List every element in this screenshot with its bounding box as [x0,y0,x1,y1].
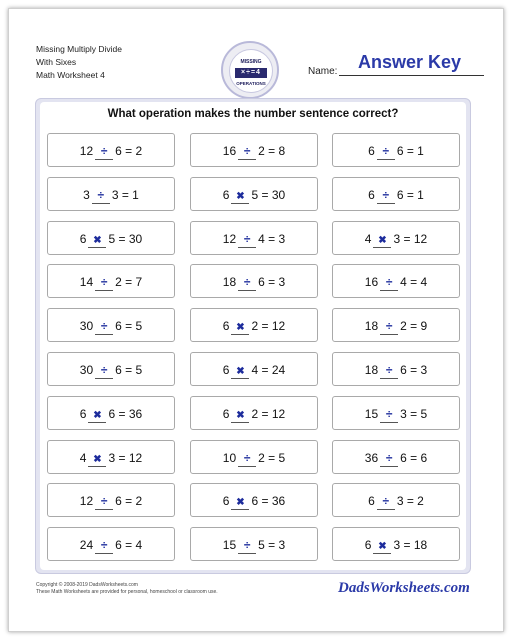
operand-b-result: 3 = 2 [396,494,424,509]
operand-a: 12 [79,144,94,158]
operand-b-result: 6 = 4 [115,538,143,553]
problem-cell [190,221,318,255]
brand-logo: DadsWorksheets.com [338,580,470,596]
answer-underline [373,247,391,248]
problem-cell [47,440,175,474]
operation-answer: ÷ [382,187,390,202]
problem-cell [190,133,318,167]
operand-a: 6 [222,319,230,334]
operation-answer: ÷ [100,494,108,509]
operand-a: 6 [79,231,87,246]
operation-blank [229,319,251,333]
operation-blank [375,188,397,202]
operand-b-result: 6 = 36 [108,406,143,421]
problem-cell [47,264,175,298]
operation-answer: ÷ [100,538,108,553]
problem-cell [332,264,460,298]
problem-cell [190,177,318,211]
answer-underline [95,378,113,379]
operand-a: 16 [364,275,379,290]
problem-cell [190,264,318,298]
operand-b-result: 6 = 5 [115,319,143,334]
number-sentence [48,494,174,508]
problem-cell [47,483,175,517]
operation-blank [236,144,258,158]
number-sentence [333,188,459,202]
answer-underline [231,422,249,423]
answer-underline [380,466,398,467]
problem-cell [332,527,460,561]
answer-underline [95,553,113,554]
problem-cell [190,352,318,386]
operation-answer: ÷ [100,275,108,290]
operand-a: 6 [222,363,230,377]
operand-b-result: 2 = 12 [251,319,286,334]
operand-b-result: 6 = 6 [400,450,428,465]
operand-a: 3 [83,187,90,202]
number-sentence [333,319,459,333]
number-sentence [333,144,459,158]
answer-underline [92,203,110,204]
answer-underline [231,203,249,204]
operand-b-result: 6 = 36 [251,494,286,509]
operation-blank [90,188,112,202]
operation-blank [229,188,251,202]
answer-key-heading: Answer Key [358,52,462,72]
number-sentence [333,363,459,377]
operation-blank [229,494,251,508]
operand-b-result: 6 = 3 [258,275,286,290]
operation-blank [229,407,251,421]
worksheet-title [36,43,122,82]
worksheet-logo [221,41,279,99]
operand-b-result: 4 = 4 [400,275,428,290]
operation-blank [93,363,115,377]
number-sentence [333,232,459,246]
number-sentence [191,275,317,289]
operation-blank [378,363,400,377]
operand-a: 24 [79,538,94,553]
operation-answer: ÷ [385,363,393,377]
answer-underline [238,159,256,160]
problem-cell [47,308,175,342]
operation-answer: ✖ [236,409,245,421]
number-sentence [48,363,174,377]
logo-top-text: MISSING [240,59,262,65]
operation-answer: ✖ [236,366,245,377]
operation-answer: ✖ [236,322,245,334]
operation-answer: ÷ [243,538,251,553]
operand-b-result: 6 = 1 [396,144,424,158]
operand-b-result: 5 = 30 [108,231,143,246]
number-sentence [191,451,317,465]
answer-underline [88,247,106,248]
operation-answer: ✖ [93,234,102,246]
number-sentence [333,407,459,421]
operation-blank [236,538,258,552]
operand-a: 6 [222,406,230,421]
problem-cell [47,221,175,255]
operand-b-result: 3 = 18 [393,538,428,553]
operation-blank [378,407,400,421]
problem-cell [190,527,318,561]
operand-a: 36 [364,450,379,465]
name-line [339,75,484,76]
operation-answer: ✖ [236,190,245,202]
answer-underline [88,422,106,423]
operation-blank [86,451,108,465]
operand-b-result: 6 = 3 [400,363,428,377]
problem-cell [332,352,460,386]
operation-answer: ÷ [382,494,390,509]
problem-cell [332,133,460,167]
operation-answer: ÷ [243,275,251,290]
operation-blank [93,538,115,552]
operand-a: 18 [364,363,379,377]
answer-underline [380,422,398,423]
operand-b-result: 2 = 5 [258,450,286,465]
operand-b-result: 4 = 24 [251,363,286,377]
answer-underline [377,203,395,204]
problem-cell [332,221,460,255]
operation-blank [229,363,251,377]
operation-answer: ÷ [97,187,105,202]
operation-answer: ÷ [100,144,108,158]
operand-a: 15 [222,538,237,553]
operation-blank [93,494,115,508]
operation-blank [236,232,258,246]
number-sentence [191,232,317,246]
operand-b-result: 6 = 2 [115,494,143,509]
operand-a: 4 [364,231,372,246]
answer-underline [377,509,395,510]
operand-b-result: 6 = 2 [115,144,143,158]
answer-underline [95,159,113,160]
problem-cell [47,133,175,167]
number-sentence [48,188,174,202]
operand-a: 14 [79,275,94,290]
operation-answer: ÷ [243,450,251,465]
operand-a: 6 [368,187,375,202]
copyright-text: Copyright © 2008-2019 DadsWorksheets.com [36,582,138,588]
operation-answer: ÷ [100,319,108,334]
title-line-1: Missing Multiply Divide [36,44,122,54]
logo-bottom-text: OPERATIONS [236,81,266,86]
instructions: What operation makes the number sentence correct? [107,108,399,120]
answer-underline [95,334,113,335]
operand-b-result: 5 = 30 [251,187,286,202]
operand-b-result: 2 = 9 [400,319,428,334]
operation-blank [371,232,393,246]
number-sentence [48,144,174,158]
operand-b-result: 6 = 5 [115,363,143,377]
answer-underline [380,290,398,291]
operand-a: 6 [222,494,230,509]
problem-cell [47,527,175,561]
operand-a: 6 [368,494,375,509]
number-sentence [191,319,317,333]
number-sentence [191,363,317,377]
operand-b-result: 6 = 1 [396,187,424,202]
answer-underline [231,334,249,335]
number-sentence [191,538,317,552]
operation-blank [378,319,400,333]
title-line-2: With Sixes [36,57,77,67]
logo-middle-text: ×÷=4 [235,68,267,78]
operation-blank [86,232,108,246]
problem-cell [332,396,460,430]
operation-answer: ÷ [243,144,251,158]
operation-answer: ÷ [385,406,393,421]
name-label: Name: [308,66,338,77]
operation-blank [371,538,393,552]
answer-underline [238,466,256,467]
operand-b-result: 2 = 7 [115,275,143,290]
operation-answer: ✖ [236,497,245,509]
operation-blank [378,275,400,289]
operation-answer: ✖ [93,453,102,465]
operation-answer: ÷ [385,275,393,290]
number-sentence [48,538,174,552]
operand-a: 18 [222,275,237,290]
problem-cell [47,396,175,430]
logo-badge [229,49,273,93]
operand-a: 16 [222,144,237,158]
problem-cell [190,440,318,474]
operand-a: 30 [79,363,94,377]
operand-a: 4 [79,450,87,465]
answer-underline [380,378,398,379]
answer-underline [373,553,391,554]
number-sentence [48,275,174,289]
operand-a: 6 [364,538,372,553]
answer-underline [231,509,249,510]
operand-a: 15 [364,406,379,421]
number-sentence [48,451,174,465]
operand-b-result: 3 = 12 [108,450,143,465]
operation-answer: ✖ [378,541,387,553]
operand-b-result: 3 = 5 [400,406,428,421]
operand-a: 12 [222,231,237,246]
operation-answer: ÷ [385,450,393,465]
operation-answer: ✖ [378,234,387,246]
operation-answer: ÷ [100,363,108,377]
problem-cell [47,352,175,386]
problem-cell [332,177,460,211]
operation-blank [378,451,400,465]
usage-note: These Math Worksheets are provided for personal, homeschool or classroom use. [36,589,218,595]
operation-blank [375,144,397,158]
number-sentence [48,232,174,246]
operand-b-result: 5 = 3 [258,538,286,553]
number-sentence [48,319,174,333]
problem-cell [190,396,318,430]
answer-underline [95,509,113,510]
answer-underline [95,290,113,291]
answer-underline [377,159,395,160]
operation-answer: ÷ [382,144,390,158]
operand-a: 12 [79,494,94,509]
operation-blank [236,275,258,289]
operation-blank [86,407,108,421]
operand-b-result: 4 = 3 [258,231,286,246]
number-sentence [333,451,459,465]
problem-cell [332,483,460,517]
operand-a: 30 [79,319,94,334]
problem-cell [190,308,318,342]
number-sentence [333,538,459,552]
operation-blank [93,319,115,333]
operand-b-result: 3 = 12 [393,231,428,246]
operand-a: 6 [222,187,230,202]
number-sentence [48,407,174,421]
problem-cell [332,308,460,342]
answer-underline [231,378,249,379]
answer-underline [238,553,256,554]
operation-blank [375,494,397,508]
number-sentence [191,144,317,158]
problem-cell [190,483,318,517]
title-line-3: Math Worksheet 4 [36,70,105,80]
number-sentence [333,494,459,508]
operation-blank [93,144,115,158]
operation-answer: ÷ [243,231,251,246]
operation-answer: ÷ [385,319,393,334]
problem-cell [332,440,460,474]
operand-a: 18 [364,319,379,334]
operand-a: 6 [79,406,87,421]
answer-underline [88,466,106,467]
operand-b-result: 2 = 8 [258,144,286,158]
operation-blank [93,275,115,289]
operand-b-result: 3 = 1 [111,187,139,202]
number-sentence [191,494,317,508]
problem-cell [47,177,175,211]
operand-a: 10 [222,450,237,465]
number-sentence [191,407,317,421]
answer-underline [238,247,256,248]
operation-answer: ✖ [93,409,102,421]
operation-blank [236,451,258,465]
answer-underline [238,290,256,291]
answer-underline [380,334,398,335]
number-sentence [333,275,459,289]
footer-copyright [36,582,218,596]
number-sentence [191,188,317,202]
operand-b-result: 2 = 12 [251,406,286,421]
operand-a: 6 [368,144,375,158]
